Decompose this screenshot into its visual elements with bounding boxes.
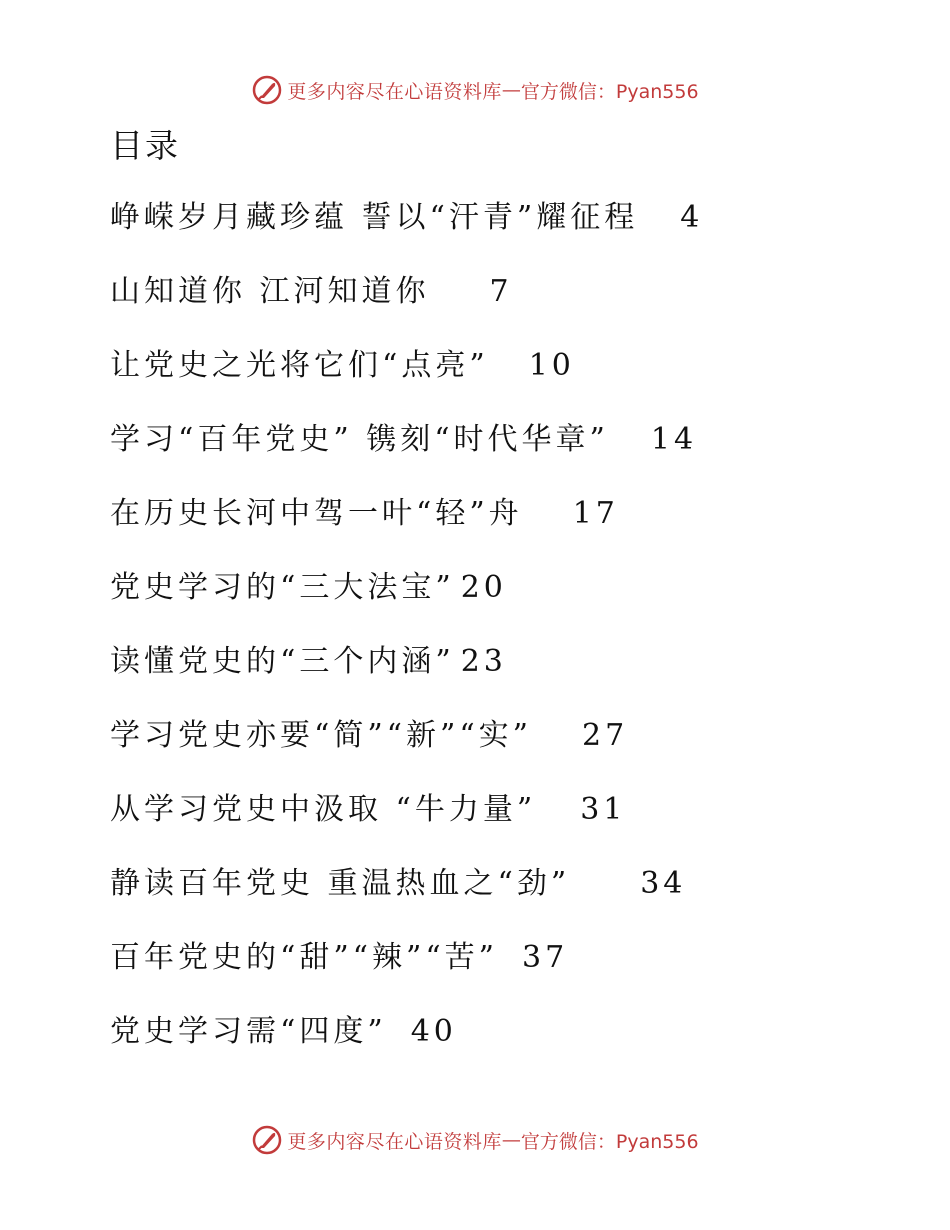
toc-list — [110, 194, 703, 1082]
toc-item[interactable] — [110, 860, 703, 934]
toc-item[interactable] — [110, 564, 703, 638]
toc-item-page: 31 — [580, 792, 627, 827]
toc-item[interactable] — [110, 638, 703, 712]
feather-pen-logo-icon — [251, 74, 283, 106]
feather-pen-logo-icon — [251, 1124, 283, 1156]
toc-item[interactable] — [110, 268, 703, 342]
toc-item-title: 学习“百年党史” 镌刻“时代华章” — [110, 422, 609, 457]
toc-item-page: 37 — [522, 940, 569, 975]
toc-item-page: 20 — [460, 570, 507, 605]
toc-item[interactable] — [110, 786, 703, 860]
footer-banner — [0, 1120, 950, 1160]
toc-item-title: 山知道你 江河知道你 — [110, 274, 430, 309]
toc-item-page: 40 — [410, 1014, 457, 1049]
toc-item-page: 14 — [650, 422, 698, 457]
toc-item-page: 17 — [572, 496, 619, 531]
toc-item[interactable] — [110, 712, 703, 786]
banner-wechat-text: 官方微信：Pyan556 — [520, 80, 699, 103]
toc-item-title: 学习党史亦要“简”“新”“实” — [110, 718, 533, 753]
header-banner — [0, 70, 950, 110]
toc-item-page: 23 — [460, 644, 507, 679]
toc-item-title: 党史学习需“四度” — [110, 1014, 387, 1049]
toc-item-page: 27 — [582, 718, 629, 753]
toc-item-page: 10 — [528, 348, 575, 383]
toc-item-title: 在历史长河中驾一叶“轻”舟 — [110, 496, 523, 531]
banner-separator: — — [501, 79, 521, 101]
toc-item-page: 7 — [489, 274, 513, 309]
toc-heading: 目录 — [110, 126, 180, 165]
banner-main-text: 更多内容尽在心语资料库 — [287, 1130, 502, 1153]
toc-item-page: 34 — [640, 866, 687, 901]
toc-item[interactable] — [110, 416, 703, 490]
toc-item-title: 读懂党史的“三个内涵” — [110, 644, 455, 679]
toc-item-title: 党史学习的“三大法宝” — [110, 570, 455, 605]
toc-item-title: 静读百年党史 重温热血之“劲” — [110, 866, 571, 901]
toc-item-title: 峥嵘岁月藏珍蕴 誓以“汗青”耀征程 — [110, 200, 639, 235]
toc-item[interactable] — [110, 194, 703, 268]
toc-item-title: 百年党史的“甜”“辣”“苦” — [110, 940, 499, 975]
toc-item[interactable] — [110, 490, 703, 564]
banner-main-text: 更多内容尽在心语资料库 — [287, 80, 502, 103]
toc-item-title: 让党史之光将它们“点亮” — [110, 348, 489, 383]
toc-item-title: 从学习党史中汲取 “牛力量” — [110, 792, 537, 827]
toc-item[interactable] — [110, 342, 703, 416]
toc-item[interactable] — [110, 934, 703, 1008]
banner-separator: — — [501, 1129, 521, 1151]
banner-wechat-text: 官方微信：Pyan556 — [520, 1130, 699, 1153]
toc-item-page: 4 — [680, 200, 704, 235]
toc-item[interactable] — [110, 1008, 703, 1082]
